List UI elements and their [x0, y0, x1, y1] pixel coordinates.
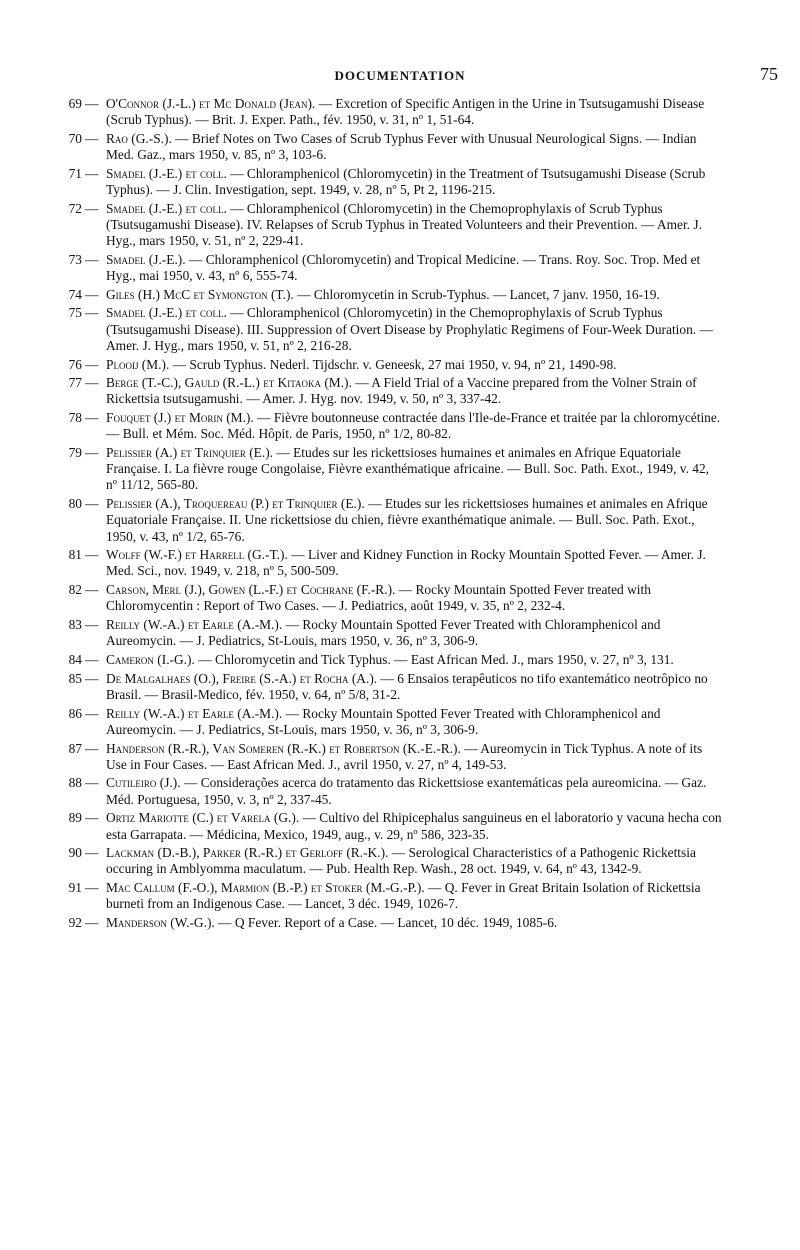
reference-entry — [68, 130, 722, 163]
reference-entry — [68, 670, 722, 703]
reference-dash: — — [85, 617, 99, 633]
reference-text: Carson, Merl (J.), Gowen (L.-F.) et Cochrane (F.-R.). — Rocky Mountain Spotted Fever treated with Chloromycentin : Report of Two Cases. — J. Pediatrics, août 1949, v. 35, nº 2, 232-4. — [106, 582, 651, 614]
reference-citation: Rocky Mountain Spotted Fever treated with Chloromycentin : Report of Two Cases. — J. Pediatrics, août 1949, v. 35, nº 2, 232-4. — [106, 582, 651, 614]
reference-dash: — — [85, 356, 99, 372]
reference-entry — [68, 375, 722, 407]
reference-entry — [68, 356, 722, 373]
reference-number: 69 — [68, 96, 82, 111]
reference-dash: — — [85, 915, 99, 931]
reference-entry — [68, 582, 722, 614]
reference-authors: Manderson (W.-G.). — [106, 915, 215, 931]
page-number: 75 — [760, 64, 778, 84]
reference-entry — [68, 705, 722, 738]
reference-text: Smadel (J.-E.). — Chloramphenicol (Chloromycetin) and Tropical Medicine. — Trans. Roy. Soc. Trop. Med et Hyg., mai 1950, v. 43, nº 6, 555-74. — [106, 251, 701, 284]
reference-authors: Carson, Merl (J.), Gowen (L.-F.) et Cochrane (F.-R.). — [106, 582, 396, 598]
reference-citation: Chloromycetin and Tick Typhus. — East African Med. J., mars 1950, v. 27, nº 3, 131. — [214, 652, 674, 667]
reference-authors: Lackman (D.-B.), Parker (R.-R.) et Gerloff (R.-K.). — [106, 845, 389, 861]
reference-number: 81 — [68, 547, 82, 563]
reference-citation: Chloramphenicol (Chloromycetin) in the Chemoprophylaxis of Scrub Typhus (Tsutsugamushi Disease). IV. Relapses of Scrub Typhus in Treated Volunteers and their Prevention. — Amer. J. Hyg., mars 1950, v. 51, nº 2, 229-41. — [106, 200, 702, 249]
reference-entry — [68, 845, 722, 877]
reference-dash: — — [85, 251, 99, 267]
reference-number: 92 — [68, 915, 82, 931]
reference-text: Lackman (D.-B.), Parker (R.-R.) et Gerloff (R.-K.). — Serological Characteristics of a Pathogenic Rickettsia occuring in Amblyomma maculatum. — Pub. Health Rep. Wash., 28 oct. 1949, v. 64, nº 43, 1342-9. — [106, 845, 696, 877]
reference-number: 72 — [68, 200, 82, 216]
reference-authors: Cutileiro (J.). — [106, 775, 181, 791]
reference-authors: Cameron (I.-G.). — [106, 652, 195, 667]
reference-dash: — — [85, 705, 99, 721]
reference-citation: Excretion of Specific Antigen in the Urine in Tsutsugamushi Disease (Scrub Typhus). — Brit. J. Exper. Path., fév. 1950, v. 31, nº 1, 51-64. — [106, 96, 705, 128]
reference-authors: Reilly (W.-A.) et Earle (A.-M.). — [106, 617, 283, 633]
reference-text: Smadel (J.-E.) et coll. — Chloramphenicol (Chloromycetin) in the Chemoprophylaxis of Scrub Typhus (Tsutsugamushi Disease). IV. Relapses of Scrub Typhus in Treated Volunteers and their Prevention. — Amer. J. Hyg., mars 1950, v. 51, nº 2, 229-41. — [106, 200, 702, 249]
reference-authors: Pelissier (A.) et Trinquier (E.). — [106, 445, 273, 461]
reference-number: 89 — [68, 810, 82, 826]
reference-text: Reilly (W.-A.) et Earle (A.-M.). — Rocky Mountain Spotted Fever Treated with Chloramphenicol and Aureomycin. — J. Pediatrics, St-Louis, mars 1950, v. 36, nº 3, 306-9. — [106, 705, 661, 737]
reference-text: Plooij (M.). — Scrub Typhus. Nederl. Tijdschr. v. Geneesk, 27 mai 1950, v. 94, nº 21, 1490-98. — [106, 356, 617, 372]
reference-citation: Chloramphenicol (Chloromycetin) and Tropical Medicine. — Trans. Roy. Soc. Trop. Med et Hyg., mai 1950, v. 43, nº 6, 555-74. — [106, 251, 701, 284]
reference-authors: Smadel (J.-E.) et coll. — [106, 165, 227, 181]
reference-citation: 6 Ensaios terapêuticos no tifo exantemático neotrôpico no Brasil. — Brasil-Medico, fév. 1950, v. 64, nº 5/8, 31-2. — [106, 670, 708, 702]
reference-text: Pelissier (A.) et Trinquier (E.). — Etudes sur les rickettsioses humaines et animales en Afrique Equatoriale Française. I. La fièvre rouge Congolaise, Fièvre exanthématique africaine. — Bull. Soc. Path. Exot., 1949, v. 42, nº 11/12, 565-80. — [106, 445, 710, 493]
reference-number: 85 — [68, 670, 82, 686]
reference-text: De Malgalhaes (O.), Freire (S.-A.) et Rocha (A.). — 6 Ensaios terapêuticos no tifo exantemático neotrôpico no Brasil. — Brasil-Medico, fév. 1950, v. 64, nº 5/8, 31-2. — [106, 670, 708, 702]
reference-text: Cameron (I.-G.). — Chloromycetin and Tick Typhus. — East African Med. J., mars 1950, v. 27, nº 3, 131. — [106, 652, 674, 667]
reference-citation: Aureomycin in Tick Typhus. A note of its Use in Four Cases. — East African Med. J., avril 1950, v. 27, nº 4, 149-53. — [106, 740, 703, 772]
reference-entry — [68, 775, 722, 807]
reference-number: 84 — [68, 652, 82, 667]
reference-number: 79 — [68, 445, 82, 461]
reference-dash: — — [85, 880, 99, 896]
reference-text: Cutileiro (J.). — Considerações acerca do tratamento das Rickettsiose exantemáticas pela aureomicina. — Gaz. Méd. Portuguesa, 1950, v. 3, nº 2, 337-45. — [106, 775, 707, 807]
reference-dash: — — [85, 130, 99, 146]
reference-entry — [68, 251, 722, 284]
reference-authors: Smadel (J.-E.) et coll. — [106, 200, 227, 216]
reference-authors: O'Connor (J.-L.) et Mc Donald (Jean). — [106, 96, 316, 111]
reference-authors: Pelissier (A.), Troquereau (P.) et Trinquier (E.). — [106, 496, 365, 512]
reference-dash: — — [85, 375, 99, 391]
reference-text: Smadel (J.-E.) et coll. — Chloramphenicol (Chloromycetin) in the Chemoprophylaxis of Scrub Typhus (Tsutsugamushi Disease). III. Suppression of Overt Disease by Prophylatic Regimens of Four-Week Duration. — Amer. J. Hyg., mars 1950, v. 51, nº 2, 216-28. — [106, 305, 713, 353]
reference-authors: Giles (H.) McC et Symongton (T.). — [106, 286, 294, 302]
reference-entry — [68, 496, 722, 545]
reference-text: Reilly (W.-A.) et Earle (A.-M.). — Rocky Mountain Spotted Fever Treated with Chloramphenicol and Aureomycin. — J. Pediatrics, St-Louis, mars 1950, v. 36, nº 3, 306-9. — [106, 617, 661, 649]
reference-text: O'Connor (J.-L.) et Mc Donald (Jean). — Excretion of Specific Antigen in the Urine in Tsutsugamushi Disease (Scrub Typhus). — Brit. J. Exper. Path., fév. 1950, v. 31, nº 1, 51-64. — [106, 96, 705, 128]
reference-authors: Berge (T.-C.), Gauld (R.-L.) et Kitaoka (M.). — [106, 375, 352, 391]
reference-citation: Q. Fever in Great Britain Isolation of Rickettsia burneti from an Indigenous Case. — Lancet, 3 déc. 1949, 1026-7. — [106, 880, 701, 912]
reference-citation: Rocky Mountain Spotted Fever Treated with Chloramphenicol and Aureomycin. — J. Pediatrics, St-Louis, mars 1950, v. 36, nº 3, 306-9. — [106, 705, 661, 737]
page-header — [0, 64, 800, 88]
reference-number: 83 — [68, 617, 82, 633]
reference-entry — [68, 305, 722, 354]
reference-entry — [68, 652, 722, 668]
reference-citation: Q Fever. Report of a Case. — Lancet, 10 déc. 1949, 1085-6. — [234, 915, 558, 931]
reference-citation: Fièvre boutonneuse contractée dans l'Ile-de-France et traitée par la chloromycétine. — Bull. et Mém. Soc. Méd. Hôpit. de Paris, 1950, nº 1/2, 80-82. — [106, 410, 721, 442]
reference-number: 71 — [68, 165, 82, 181]
reference-citation: Cultivo del Rhipicephalus sanguineus en el laboratorio y vacuna hecha con esta Garrapata. — Médicina, Mexico, 1949, aug., v. 29, nº 586, 323-35. — [106, 810, 722, 842]
reference-number: 91 — [68, 880, 82, 896]
reference-dash: — — [85, 286, 99, 302]
reference-dash: — — [85, 96, 99, 111]
reference-text: Ortiz Mariotte (C.) et Varela (G.). — Cultivo del Rhipicephalus sanguineus en el laboratorio y vacuna hecha con esta Garrapata. — Médicina, Mexico, 1949, aug., v. 29, nº 586, 323-35. — [106, 810, 722, 842]
reference-dash: — — [85, 547, 99, 563]
reference-dash: — — [85, 845, 99, 861]
reference-entry — [68, 286, 722, 303]
reference-dash: — — [85, 445, 99, 461]
reference-list — [68, 96, 722, 934]
reference-text: Berge (T.-C.), Gauld (R.-L.) et Kitaoka (M.). — A Field Trial of a Vaccine prepared from the Volner Strain of Rickettsia tsutsugamushi. — Amer. J. Hyg. nov. 1949, v. 50, nº 3, 337-42. — [106, 375, 697, 407]
reference-number: 88 — [68, 775, 82, 791]
reference-number: 76 — [68, 356, 82, 372]
reference-entry — [68, 96, 722, 128]
reference-entry — [68, 410, 722, 442]
reference-dash: — — [85, 165, 99, 181]
reference-citation: Chloromycetin in Scrub-Typhus. — Lancet, 7 janv. 1950, 16-19. — [313, 286, 660, 302]
reference-text: Wolff (W.-F.) et Harrell (G.-T.). — Liver and Kidney Function in Rocky Mountain Spotted Fever. — Amer. J. Med. Sci., nov. 1949, v. 218, nº 5, 500-509. — [106, 547, 706, 579]
reference-text: Giles (H.) McC et Symongton (T.). — Chloromycetin in Scrub-Typhus. — Lancet, 7 janv. 1950, 16-19. — [106, 286, 660, 302]
reference-citation: A Field Trial of a Vaccine prepared from the Volner Strain of Rickettsia tsutsugamushi. — Amer. J. Hyg. nov. 1949, v. 50, nº 3, 337-42. — [106, 375, 697, 407]
reference-entry — [68, 547, 722, 579]
reference-citation: Serological Characteristics of a Pathogenic Rickettsia occuring in Amblyomma maculatum. — Pub. Health Rep. Wash., 28 oct. 1949, v. 64, nº 43, 1342-9. — [106, 845, 696, 877]
reference-authors: Reilly (W.-A.) et Earle (A.-M.). — [106, 705, 283, 721]
reference-entry — [68, 915, 722, 931]
reference-authors: Smadel (J.-E.). — [106, 251, 186, 267]
reference-entry — [68, 617, 722, 649]
reference-entry — [68, 740, 722, 773]
reference-entry — [68, 880, 722, 912]
reference-authors: Mac Callum (F.-O.), Marmion (B.-P.) et Stoker (M.-G.-P.). — [106, 880, 425, 896]
reference-authors: Smadel (J.-E.) et coll. — [106, 305, 227, 321]
reference-dash: — — [85, 305, 99, 321]
reference-entry — [68, 165, 722, 198]
reference-authors: Rao (G.-S.). — [106, 130, 172, 146]
reference-dash: — — [85, 775, 99, 791]
reference-dash: — — [85, 652, 99, 667]
reference-citation: Etudes sur les rickettsioses humaines et animales en Afrique Equatoriale Française. I. La fièvre rouge Congolaise, Fièvre exanthématique africaine. — Bull. Soc. Path. Exot., 1949, v. 42, nº 11/12, 565-80. — [106, 445, 710, 493]
reference-number: 77 — [68, 375, 82, 391]
reference-text: Smadel (J.-E.) et coll. — Chloramphenicol (Chloromycetin) in the Treatment of Tsutsugamushi Disease (Scrub Typhus). — J. Clin. Investigation, sept. 1949, v. 28, nº 5, Pt 2, 1196-215. — [106, 165, 706, 198]
reference-number: 73 — [68, 251, 82, 267]
reference-citation: Chloramphenicol (Chloromycetin) in the Chemoprophylaxis of Scrub Typhus (Tsutsugamushi Disease). III. Suppression of Overt Disease by Prophylatic Regimens of Four-Week Duration. — Amer. J. Hyg., mars 1950, v. 51, nº 2, 216-28. — [106, 305, 713, 353]
reference-authors: De Malgalhaes (O.), Freire (S.-A.) et Rocha (A.). — [106, 670, 378, 686]
reference-authors: Plooij (M.). — [106, 356, 170, 372]
reference-dash: — — [85, 410, 99, 426]
reference-text: Pelissier (A.), Troquereau (P.) et Trinquier (E.). — Etudes sur les rickettsioses humaines et animales en Afrique Equatoriale Française. II. Une rickettsiose du chien, fièvre exanthématique animale. — Bull. Soc. Path. Exot., 1950, v. 43, nº 1/2, 65-76. — [106, 496, 708, 544]
reference-citation: Brief Notes on Two Cases of Scrub Typhus Fever with Unusual Neurological Signs. — Indian Med. Gaz., mars 1950, v. 85, nº 3, 103-6. — [106, 130, 697, 163]
reference-entry — [68, 200, 722, 250]
reference-dash: — — [85, 810, 99, 826]
reference-dash: — — [85, 496, 99, 512]
reference-citation: Rocky Mountain Spotted Fever Treated with Chloramphenicol and Aureomycin. — J. Pediatrics, St-Louis, mars 1950, v. 36, nº 3, 306-9. — [106, 617, 661, 649]
reference-citation: Liver and Kidney Function in Rocky Mountain Spotted Fever. — Amer. J. Med. Sci., nov. 1949, v. 218, nº 5, 500-509. — [106, 547, 706, 579]
reference-dash: — — [85, 740, 99, 756]
reference-entry — [68, 445, 722, 494]
reference-number: 87 — [68, 740, 82, 756]
reference-entry — [68, 810, 722, 842]
reference-authors: Fouquet (J.) et Morin (M.). — [106, 410, 254, 426]
reference-number: 75 — [68, 305, 82, 321]
reference-dash: — — [85, 582, 99, 598]
reference-authors: Handerson (R.-R.), Van Someren (R.-K.) et Robertson (K.-E.-R.). — [106, 740, 461, 756]
reference-number: 90 — [68, 845, 82, 861]
reference-number: 80 — [68, 496, 82, 512]
reference-dash: — — [85, 200, 99, 216]
reference-number: 78 — [68, 410, 82, 426]
reference-citation: Etudes sur les rickettsioses humaines et animales en Afrique Equatoriale Française. II. Une rickettsiose du chien, fièvre exanthématique animale. — Bull. Soc. Path. Exot., 1950, v. 43, nº 1/2, 65-76. — [106, 496, 708, 544]
reference-authors: Ortiz Mariotte (C.) et Varela (G.). — [106, 810, 300, 826]
running-head: DOCUMENTATION — [334, 68, 466, 83]
reference-text: Fouquet (J.) et Morin (M.). — Fièvre boutonneuse contractée dans l'Ile-de-France et traitée par la chloromycétine. — Bull. et Mém. Soc. Méd. Hôpit. de Paris, 1950, nº 1/2, 80-82. — [106, 410, 721, 442]
reference-text: Mac Callum (F.-O.), Marmion (B.-P.) et Stoker (M.-G.-P.). — Q. Fever in Great Britain Isolation of Rickettsia burneti from an Indigenous Case. — Lancet, 3 déc. 1949, 1026-7. — [106, 880, 701, 912]
reference-number: 86 — [68, 705, 82, 721]
reference-citation: Scrub Typhus. Nederl. Tijdschr. v. Geneesk, 27 mai 1950, v. 94, nº 21, 1490-98. — [189, 356, 617, 372]
reference-number: 74 — [68, 286, 82, 302]
reference-number: 82 — [68, 582, 82, 598]
reference-authors: Wolff (W.-F.) et Harrell (G.-T.). — [106, 547, 288, 563]
reference-citation: Chloramphenicol (Chloromycetin) in the Treatment of Tsutsugamushi Disease (Scrub Typhus). — J. Clin. Investigation, sept. 1949, v. 28, nº 5, Pt 2, 1196-215. — [106, 165, 706, 198]
reference-dash: — — [85, 670, 99, 686]
reference-text: Manderson (W.-G.). — Q Fever. Report of a Case. — Lancet, 10 déc. 1949, 1085-6. — [106, 915, 558, 931]
reference-citation: Considerações acerca do tratamento das Rickettsiose exantemáticas pela aureomicina. — Gaz. Méd. Portuguesa, 1950, v. 3, nº 2, 337-45. — [106, 775, 707, 807]
reference-number: 70 — [68, 130, 82, 146]
reference-text: Rao (G.-S.). — Brief Notes on Two Cases of Scrub Typhus Fever with Unusual Neurological Signs. — Indian Med. Gaz., mars 1950, v. 85, nº 3, 103-6. — [106, 130, 697, 163]
reference-text: Handerson (R.-R.), Van Someren (R.-K.) et Robertson (K.-E.-R.). — Aureomycin in Tick Typhus. A note of its Use in Four Cases. — East African Med. J., avril 1950, v. 27, nº 4, 149-53. — [106, 740, 703, 772]
